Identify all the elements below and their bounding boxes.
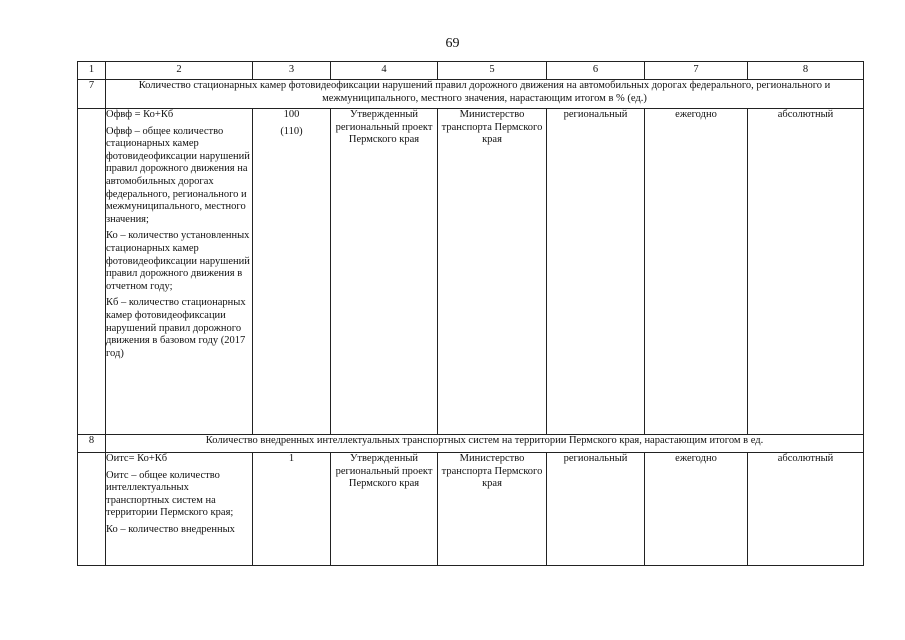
empty-cell — [78, 109, 106, 435]
formula-explanation: Офвф – общее количество стационарных камер фотовидеофиксации нарушений правил дорожного движения на автомобильных дорогах федерального, регионального и межмуниципального, местного значения; — [106, 125, 250, 225]
indicator-data-row — [78, 453, 864, 566]
header-cell: 1 — [78, 62, 106, 80]
value-note: (110) — [280, 125, 303, 137]
header-cell: 2 — [106, 62, 253, 80]
indicator-value — [253, 453, 331, 566]
formula: Оитс= Ко+Кб — [106, 453, 168, 464]
indicators-table — [77, 61, 864, 566]
indicator-title: Количество внедренных интеллектуальных транспортных систем на территории Пермского края, нарастающим итогом в ед. — [106, 435, 864, 453]
header-cell: 5 — [438, 62, 547, 80]
indicator-title: Количество стационарных камер фотовидеофиксации нарушений правил дорожного движения на автомобильных дорогах федерального, регионального и межмуниципального, местного значения, нарастающим итогом в % (ед.) — [106, 80, 864, 109]
indicator-level: региональный — [547, 109, 645, 435]
indicator-type: абсолютный — [748, 453, 864, 566]
header-row — [78, 62, 864, 80]
formula-explanation: Кб – количество стационарных камер фотовидеофиксации нарушений правил дорожного движения в базовом году (2017 год) — [106, 297, 246, 359]
indicator-level: региональный — [547, 453, 645, 566]
header-cell: 4 — [331, 62, 438, 80]
value: 1 — [288, 453, 295, 464]
frequency: ежегодно — [645, 109, 748, 435]
header-cell: 6 — [547, 62, 645, 80]
calculation-method — [106, 109, 253, 435]
formula-explanation: Оитс – общее количество интеллектуальных транспортных систем на территории Пермского края; — [106, 469, 234, 519]
row-number: 8 — [78, 435, 106, 453]
responsible-body: Министерство транспорта Пермского края — [438, 453, 547, 566]
calculation-method — [106, 453, 253, 566]
data-source: Утвержденный региональный проект Пермского края — [331, 109, 438, 435]
responsible-body: Министерство транспорта Пермского края — [438, 109, 547, 435]
formula-explanation: Ко – количество внедренных — [106, 523, 235, 535]
value: 100 — [283, 109, 300, 120]
indicator-type: абсолютный — [748, 109, 864, 435]
page-number: 69 — [445, 36, 460, 51]
header-cell: 3 — [253, 62, 331, 80]
row-number: 7 — [78, 80, 106, 109]
indicator-title-row — [78, 80, 864, 109]
indicator-value — [253, 109, 331, 435]
header-cell: 8 — [748, 62, 864, 80]
indicator-title-row — [78, 435, 864, 453]
indicator-data-row — [78, 109, 864, 435]
formula: Офвф = Ко+Кб — [106, 109, 174, 120]
formula-explanation: Ко – количество установленных стационарных камер фотовидеофиксации нарушений правил дорожного движения в отчетном году; — [106, 230, 250, 292]
data-source: Утвержденный региональный проект Пермского края — [331, 453, 438, 566]
empty-cell — [78, 453, 106, 566]
header-cell: 7 — [645, 62, 748, 80]
frequency: ежегодно — [645, 453, 748, 566]
